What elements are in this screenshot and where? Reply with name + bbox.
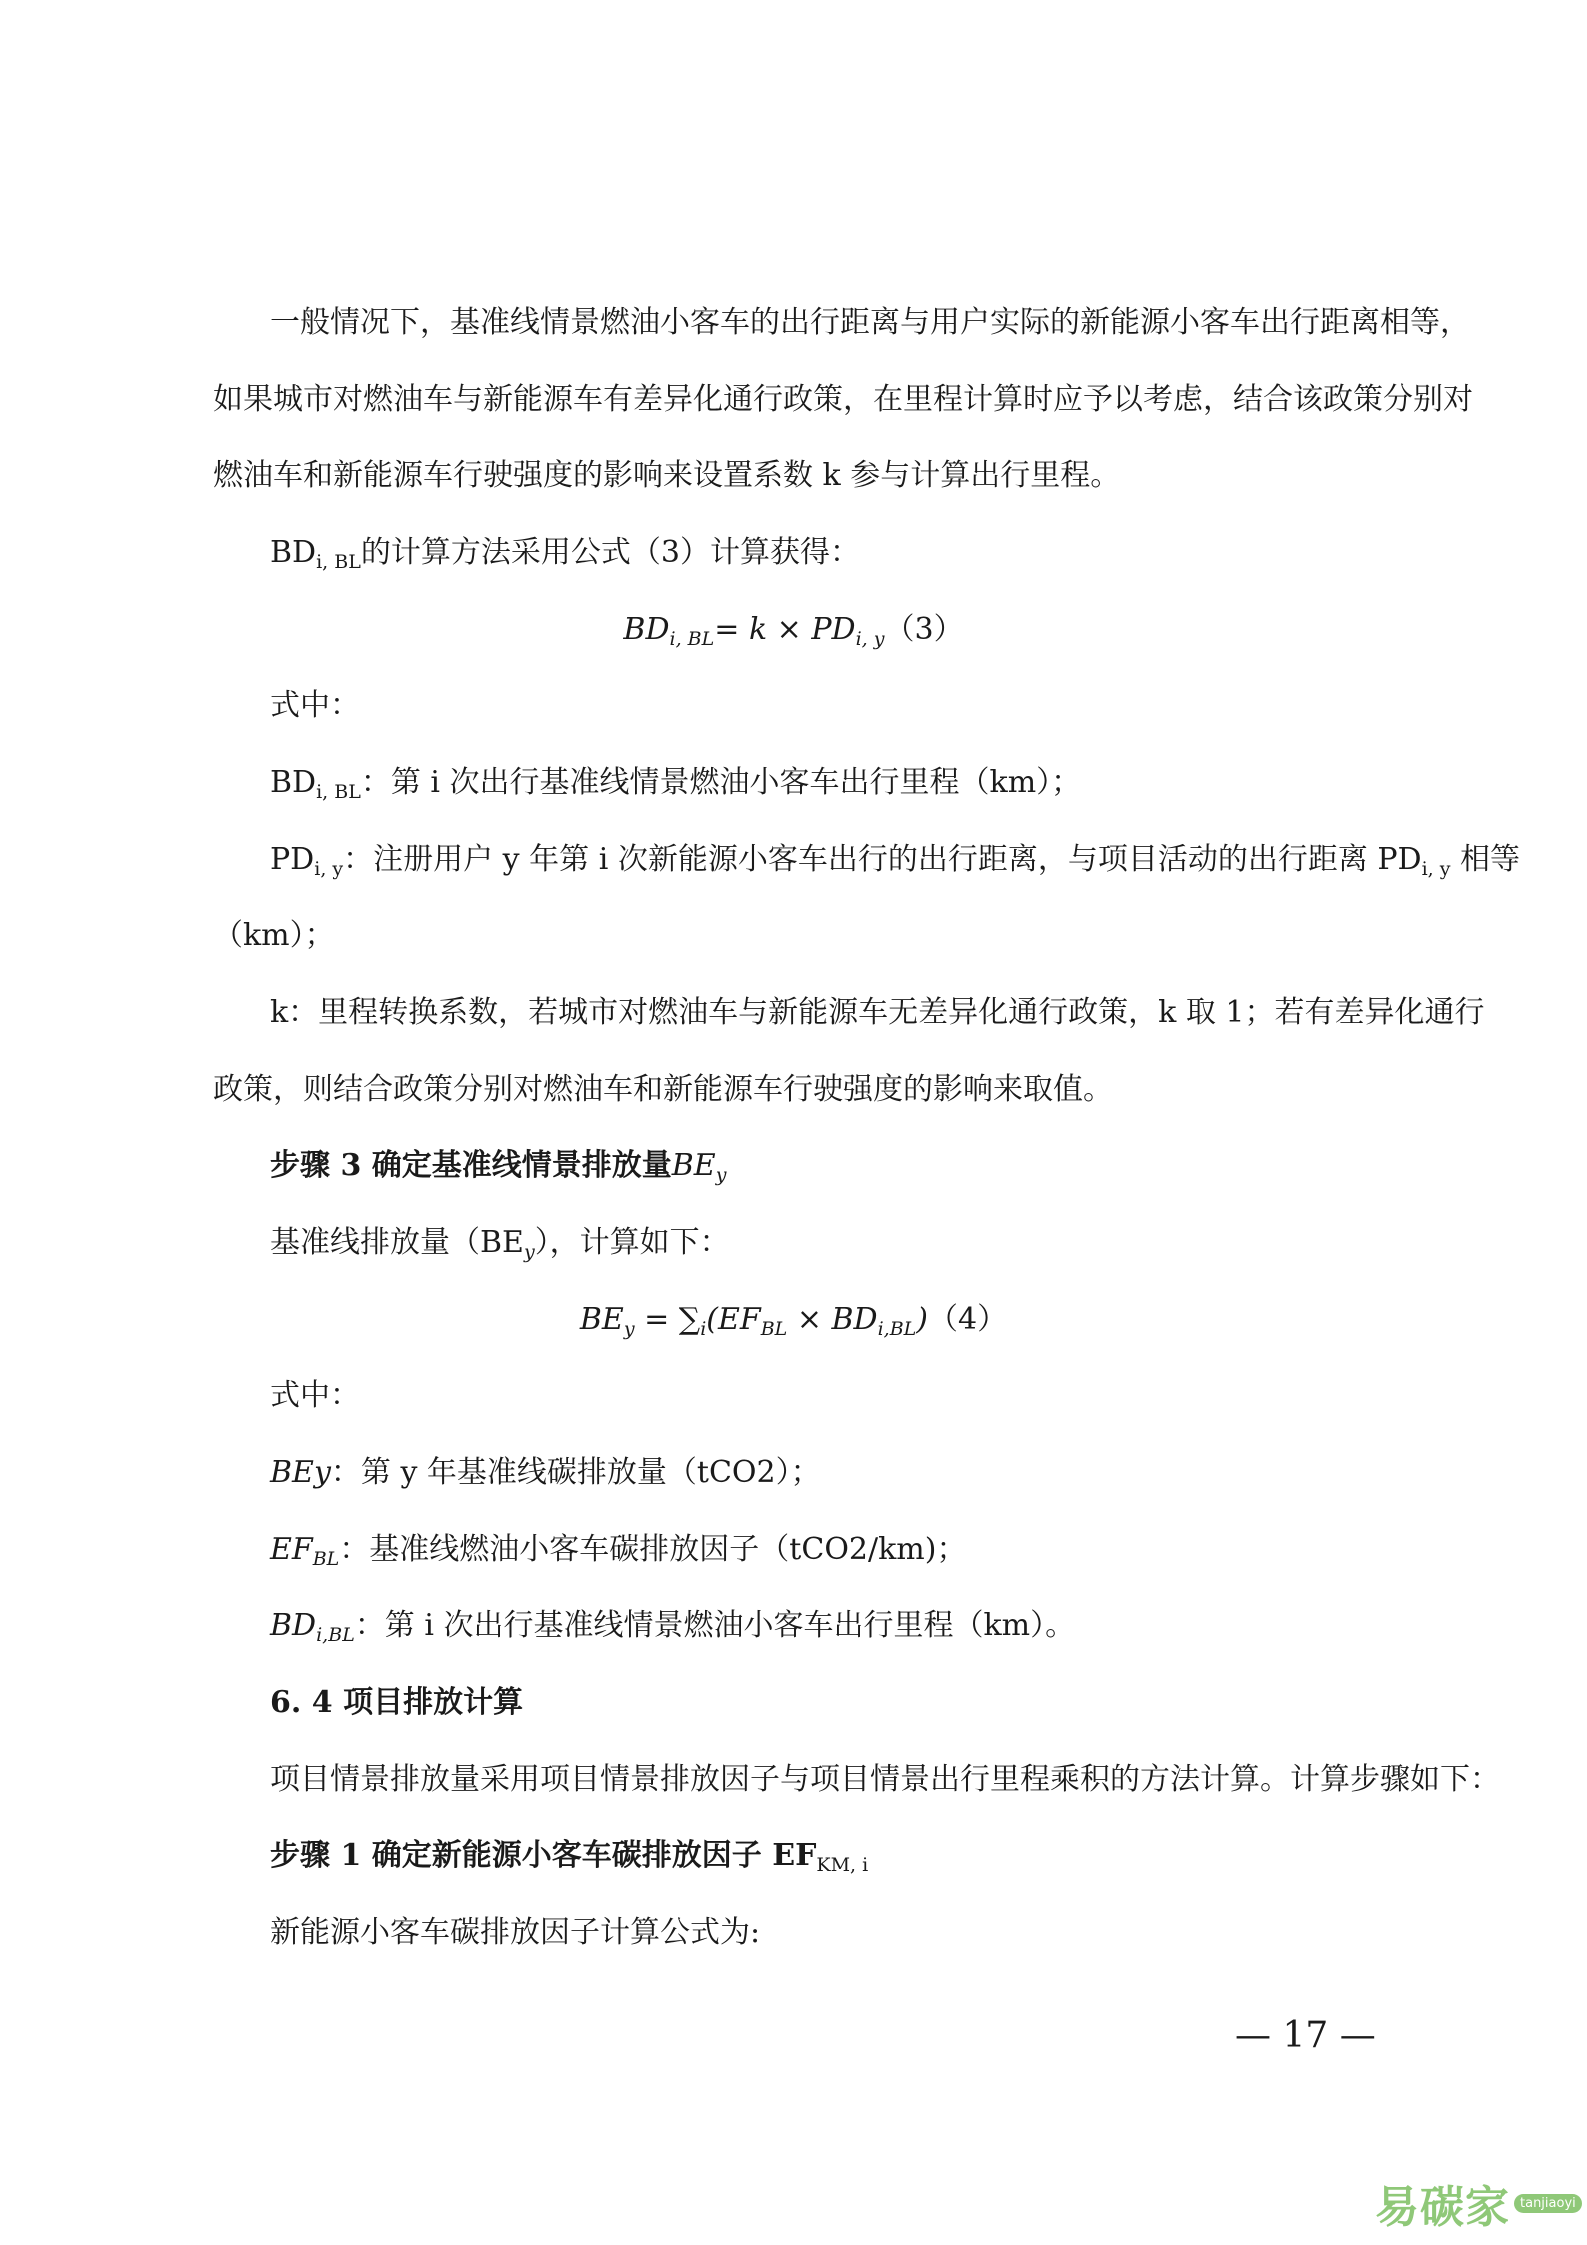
watermark-logo — [1375, 2175, 1582, 2231]
def-pd-line-2: （km）； — [213, 918, 335, 953]
where-label-2: 式中： — [270, 1378, 360, 1413]
def-k-line-1: k：里程转换系数，若城市对燃油车与新能源车无差异化通行政策，k 取 1；若有差异化通行 — [270, 995, 1485, 1030]
step1-heading: 步骤 1 确定新能源小客车碳排放因子 $EF_{KM, i}$ — [270, 1838, 869, 1876]
def-bd-2: $BD_{i,BL}$：第 i 次出行基准线情景燃油小客车出行里程（km）。 — [270, 1608, 1076, 1646]
para-1-line-2: 如果城市对燃油车与新能源车有差异化通行政策，在里程计算时应予以考虑，结合该政策分别对 — [213, 382, 1473, 417]
page-number: — 17 — — [1235, 2015, 1376, 2056]
def-pd: $PD_{i, y}$：注册用户 y 年第 i 次新能源小客车出行的出行距离，与项目活动的出行距离 $PD_{i, y}$ 相等 — [270, 842, 1521, 880]
formula-intro: 新能源小客车碳排放因子计算公式为: — [270, 1915, 761, 1950]
step3-heading: 步骤 3 确定基准线情景排放量$BE_y$ — [270, 1148, 727, 1186]
watermark-en: tanjiaoyi — [1514, 2194, 1582, 2213]
def-bd: $BD_{i, BL}$：第 i 次出行基准线情景燃油小客车出行里程（km）； — [270, 765, 1082, 803]
be-intro: 基准线排放量$(BE_y)$，计算如下： — [270, 1225, 730, 1263]
equation-3: $BD_{i, BL}= k \times PD_{i, y}(3)$ — [623, 612, 964, 650]
para-1-line-1: 一般情况下，基准线情景燃油小客车的出行距离与用户实际的新能源小客车出行距离相等， — [270, 305, 1470, 340]
project-emission-para: 项目情景排放量采用项目情景排放因子与项目情景出行里程乘积的方法计算。计算步骤如下： — [270, 1762, 1500, 1797]
def-k-line-2: 政策，则结合政策分别对燃油车和新能源车行驶强度的影响来取值。 — [213, 1072, 1113, 1107]
def-ef: $EF_{BL}$：基准线燃油小客车碳排放因子（tCO2/km)； — [270, 1532, 967, 1570]
watermark-cn: 易碳家 — [1375, 2182, 1510, 2233]
equation-4: $BE_y = \sum_i(EF_{BL} \times BD_{i,BL})(4)$ — [579, 1302, 1008, 1340]
def-bey: BEy：第 y 年基准线碳排放量（tCO2）； — [270, 1455, 821, 1490]
where-label-1: 式中： — [270, 688, 360, 723]
para-1-line-3: 燃油车和新能源车行驶强度的影响来设置系数 k 参与计算出行里程。 — [213, 458, 1121, 493]
section-6-4-heading: 6. 4 项目排放计算 — [270, 1685, 524, 1720]
bd-intro: $BD_{i, BL}$的计算方法采用公式（3）计算获得： — [270, 535, 860, 573]
